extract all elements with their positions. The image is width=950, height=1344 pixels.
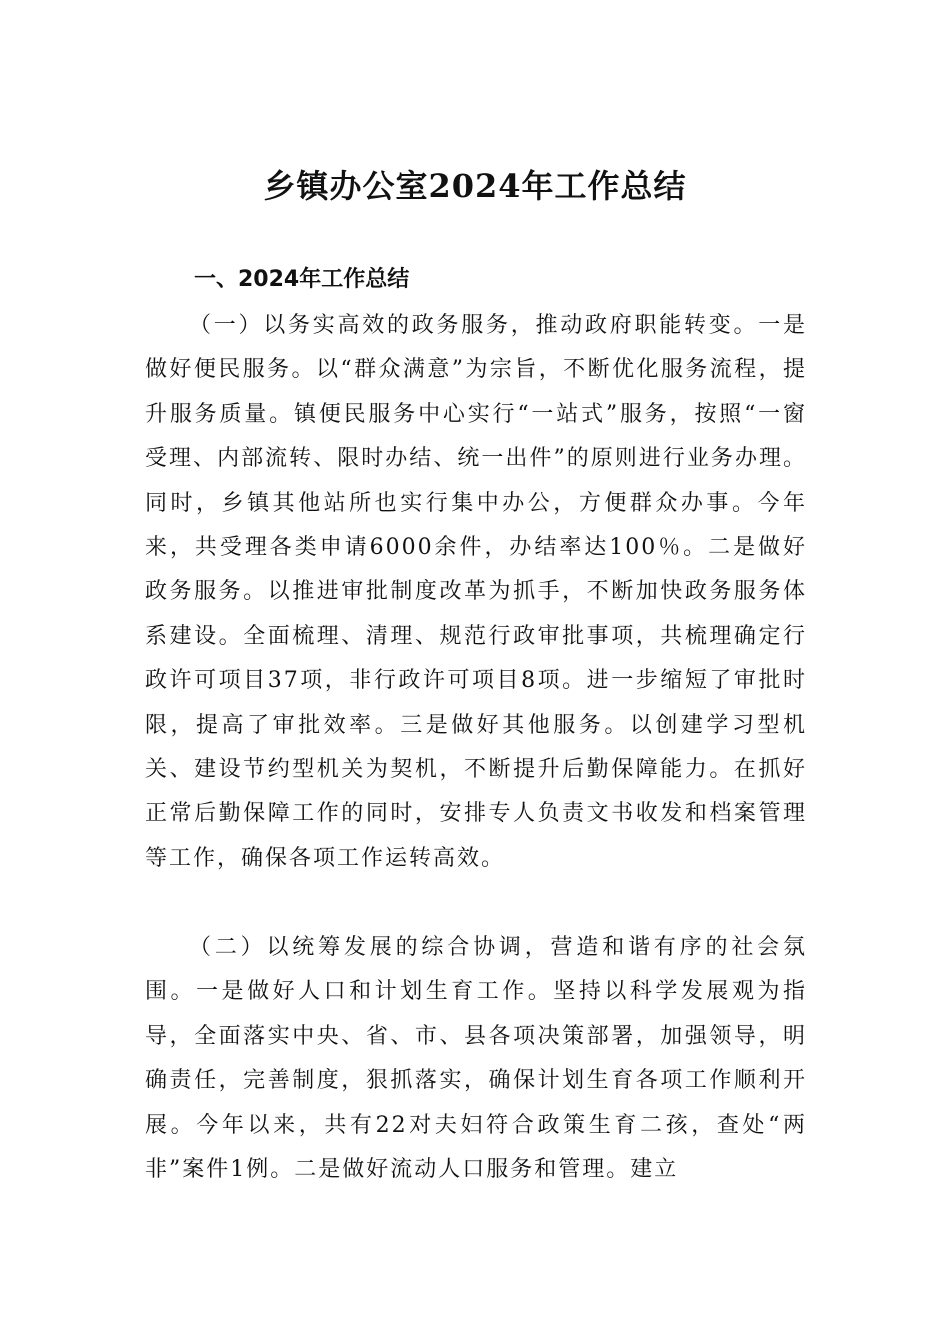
- body-paragraph: （一）以务实高效的政务服务，推动政府职能转变。一是做好便民服务。以“群众满意”为宗旨，不断优化服务流程，提升服务质量。镇便民服务中心实行“一站式”服务，按照“一窗受理、内部流转、限时办结、统一出件”的原则进行业务办理。同时，乡镇其他站所也实行集中办公，方便群众办事。今年来，共受理各类申请6000余件，办结率达100％。二是做好政务服务。以推进审批制度改革为抓手，不断加快政务服务体系建设。全面梳理、清理、规范行政审批事项，共梳理确定行政许可项目37项，非行政许可项目8项。进一步缩短了审批时限，提高了审批效率。三是做好其他服务。以创建学习型机关、建设节约型机关为契机，不断提升后勤保障能力。在抓好正常后勤保障工作的同时，安排专人负责文书收发和档案管理等工作，确保各项工作运转高效。: [145, 313, 807, 871]
- document-title: 乡镇办公室2024年工作总结: [263, 167, 687, 205]
- body-paragraph: （二）以统筹发展的综合协调，营造和谐有序的社会氛围。一是做好人口和计划生育工作。坚持以科学发展观为指导，全面落实中央、省、市、县各项决策部署，加强领导，明确责任，完善制度，狠抓落实，确保计划生育各项工作顺利开展。今年以来，共有22对夫妇符合政策生育二孩，查处“两非”案件1例。二是做好流动人口服务和管理。建立: [145, 935, 807, 1183]
- section-heading: 一、2024年工作总结: [194, 267, 410, 292]
